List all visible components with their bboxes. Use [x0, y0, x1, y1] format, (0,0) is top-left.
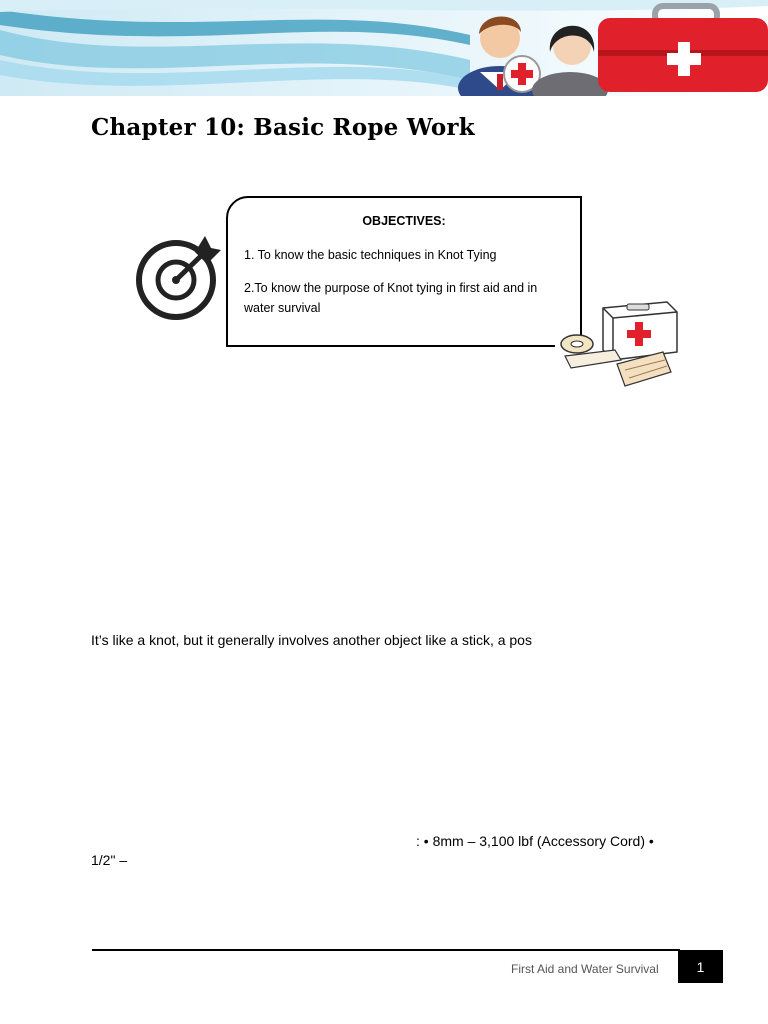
paragraph-knot: It’s like a knot, but it generally involves another object like a stick, a pos [91, 632, 532, 648]
chapter-title: Chapter 10: Basic Rope Work [91, 114, 475, 141]
page-number-label: 1 [696, 958, 705, 975]
objectives-heading: OBJECTIVES: [362, 214, 446, 228]
paragraph-cord-size: 1/2" – [91, 852, 128, 868]
header-banner [0, 0, 768, 96]
paragraph-cord-strength: : • 8mm – 3,100 lbf (Accessory Cord) • [416, 833, 654, 849]
first-aid-kit-illustration [555, 294, 683, 394]
footer-title: First Aid and Water Survival [511, 962, 659, 976]
page-number [678, 950, 723, 983]
objective-item: 1. To know the basic techniques in Knot Tying [244, 248, 497, 262]
objective-item: 2.To know the purpose of Knot tying in first aid and in water survival [244, 281, 538, 315]
first-aid-case-icon [598, 6, 768, 92]
banner-illustration [0, 0, 768, 96]
objectives-box [226, 196, 582, 347]
footer-divider [92, 949, 680, 951]
target-icon [133, 232, 223, 324]
